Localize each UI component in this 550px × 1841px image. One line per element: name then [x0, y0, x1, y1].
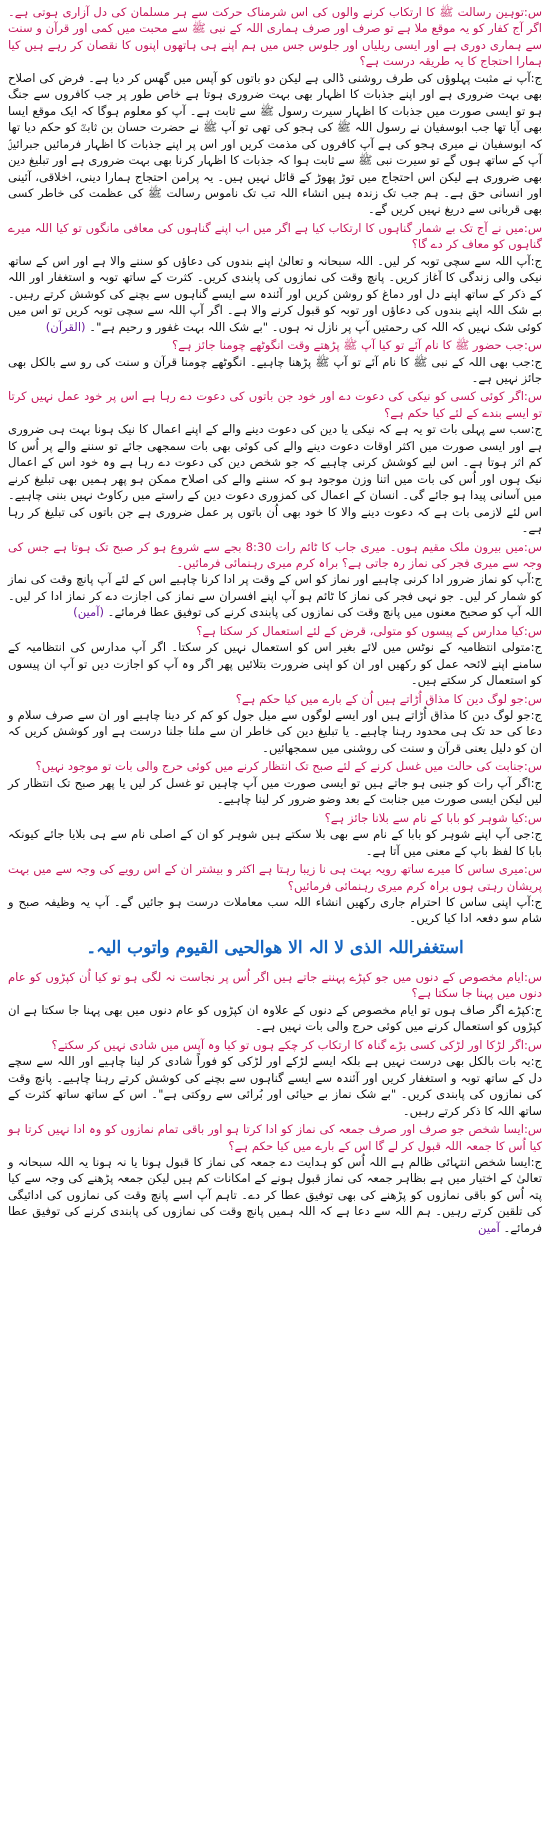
qa-item-4 [8, 388, 542, 536]
question-text: س:کیا مدارس کے پیسوں کو متولی، قرض کے لئے استعمال کر سکتا ہے؟ [196, 623, 542, 638]
answer-text: ج:جی آپ اپنے شوہر کو بابا کے نام سے بھی بلا سکتے ہیں شوہر کو ان کے اصلی نام سے ہی بلایا جائے کیونکہ بابا کا لفظ باپ کے معنی میں آتا ہے۔ [8, 827, 542, 858]
answer-text: ج:آپ اپنی ساس کا احترام جاری رکھیں انشاء اللہ سب معاملات درست ہو جائیں گے۔ آپ یہ وظیفہ صبح و شام سو دفعہ ادا کیا کریں۔ [8, 895, 542, 926]
question-text: س:میری ساس کا میرے ساتھ رویہ بہت ہی نا زیبا رہتا ہے اکثر و بیشتر ان کے اس رویے کی وجہ سے میں بہت پریشان رہتی ہوں براہ کرم میری رہنمائی فرمائیں؟ [8, 862, 542, 893]
question-text: س:جب حضور ﷺ کا نام آئے تو کیا آپ ﷺ پڑھتے وقت انگوٹھے چومنا جائز ہے؟ [171, 338, 542, 353]
istighfar-dua-heading: استغفراللہ الذی لا الہ الا ھوالحیی القیوم واتوب الیہ۔ [86, 937, 464, 958]
answer-text [8, 253, 542, 335]
qa-item-11 [8, 969, 542, 1035]
ameen-reference: آمین [478, 1220, 500, 1235]
answer-text: ج:آپ نے مثبت پہلوؤں کی طرف روشنی ڈالی ہے لیکن دو باتوں کو آپس میں گھس کر دیا ہے۔ فرض کی اصلاح بھی بہت ضروری ہے اور اپنے جذبات کا اظہار بھی بہت ضروری ہوتا ہے خاص طور پر جب کافروں سے جنگ ہو تو ایسی صورت میں جذبات کا اظہار سیرت رسول ﷺ سے ثابت ہے۔ آپ کو معلوم ہوگا کہ ایک موقع ایسا بھی آیا تھا جب ابوسفیان نے رسول اللہ ﷺ کی ہجو کی تھی تو آپ ﷺ نے حضرت حسان بن ثابتؓ کو حکم دیا تھا کہ ابوسفیان نے میری ہجو کی ہے آپ کافروں کی مذمت کریں اور اس پر اپنے جذبات کا اظہار فرمائیں جبرائیلؑ آپ کے ساتھ ہوں گے تو سیرت نبی ﷺ سے ثابت ہوا کہ جذبات کا اظہار کرنا بھی بہت ضروری ہے اور تبلیغ دین بھی ضروری ہے لیکن اس احتجاج میں توڑ پھوڑ کے قائل نہیں ہیں۔ یہ پرامن احتجاج ہمارا دینی، اخلاقی، آئینی اور انسانی حق ہے۔ ہم جب تک زندہ ہیں انشاء اللہ تب تک ناموس رسالت ﷺ کی عظمت کی خاطر کسی بھی قربانی سے دریغ نہیں کریں گے۔ [8, 70, 542, 217]
qa-item-7 [8, 691, 542, 757]
question-text: س:اگر کوئی کسی کو نیکی کی دعوت دے اور خود جن باتوں کی دعوت دے رہا ہے اس پر خود عمل نہیں کرتا تو ایسے بندے کے لئے کیا حکم ہے؟ [8, 389, 542, 420]
qa-item-10 [8, 861, 542, 927]
qa-item-13 [8, 1121, 542, 1236]
qa-item-5 [8, 539, 542, 621]
answer-text: ج:جب بھی اللہ کے نبی ﷺ کا نام آئے تو آپ ﷺ پڑھنا چاہیے۔ انگوٹھے چومنا قرآن و سنت کی رو سے بالکل بھی جائز نہیں ہے۔ [8, 354, 542, 385]
ameen-reference: (آمین) [73, 605, 104, 620]
answer-text: ج:اگر آپ رات کو جنبی ہو جاتے ہیں تو ایسی صورت میں آپ چاہیں تو غسل کر لیں یا پھر صبح تک انتظار کر لیں لیکن ایسی صورت میں جنابت کے بعد وضو ضرور کر لینا چاہیے۔ [8, 775, 542, 807]
answer-text: ج:یہ بات بالکل بھی درست نہیں ہے بلکہ ایسے لڑکے اور لڑکی کو فوراً شادی کر لینا چاہیے اور اللہ سے سچے دل کے ساتھ توبہ و استغفار کریں اور آئندہ سے ایسے گناہوں سے بچنے کی کوشش کرتے رہنا چاہیے۔ پانچ وقت کی نمازوں کی پابندی کریں۔ "بے شک نماز بے حیائی اور بُرائی سے روکتی ہے"۔ اس کے ساتھ ساتھ کثرت کے ساتھ اللہ کا ذکر کرتے رہیں۔ [8, 1054, 542, 1118]
question-text: س:جو لوگ دین کا مذاق اُڑاتے ہیں اُن کے بارے میں کیا حکم ہے؟ [235, 691, 542, 706]
answer-text: ج:کپڑے اگر صاف ہوں تو ایام مخصوص کے دنوں کے علاوہ ان کپڑوں کو عام دنوں میں بھی پہنا جا سکتا ہے ان کپڑوں کو استعمال کرنے میں کوئی حرج والی بات نہیں ہے۔ [8, 1002, 542, 1034]
answer-text: ج:متولی انتظامیہ کے نوٹس میں لائے بغیر اس کو استعمال نہیں کر سکتا۔ اگر آپ مدارس کی انتظامیہ کے سامنے اپنے لائحہ عمل کو رکھیں اور ان کو اپنی ضرورت بتلائیں پھر اگر وہ آپ کو اجازت دیں تو آپ ان پیسوں کو استعمال کر سکتے ہیں۔ [8, 640, 542, 688]
question-text: س:اگر لڑکا اور لڑکی کسی بڑے گناہ کا ارتکاب کر چکے ہوں تو کیا وہ آپس میں شادی نہیں کر سکتے؟ [51, 1037, 542, 1052]
qa-item-9 [8, 810, 542, 859]
qa-item-12 [8, 1037, 542, 1119]
answer-body: ج:آپ کو نماز ضرور ادا کرنی چاہیے اور نماز کو اس کے وقت پر ادا کرنا چاہیے اس کے لئے آپ پانچ وقت کی نماز کو شمار کر لیں۔ جو نہی فجر کی نماز کا ٹائم ہو آپ اپنے افسران سے نماز کی اجازت دے کر نماز ادا کر لیں۔ اللہ آپ کو صحیح معنوں میں پانچ وقت کی نمازوں کی پابندی کرنے کی توفیق عطا فرمائے۔ [8, 572, 542, 620]
answer-text [8, 571, 542, 620]
answer-body: ج:آپ اللہ سے سچی توبہ کر لیں۔ اللہ سبحانہ و تعالیٰ اپنے بندوں کی دعاؤں کو سننے والا ہے اور اس کے ساتھ نیکی والی زندگی کا آغاز کریں۔ پانچ وقت کی نمازوں کی پابندی کریں۔ کثرت کے ساتھ توبہ و استغفار اور اللہ کے ذکر کے ساتھ اپنے دل اور دماغ کو روشن کریں اور آئندہ سے ایسے گناہوں سے بچنے کی کوشش کرتے رہیں۔ بے شک اللہ اپنے بندوں کی دعاؤں اور توبہ کو قبول کرنے والا ہے۔ اگر آپ اللہ سے سچی توبہ کریں تو اس میں کوئی شک نہیں کہ اللہ کی رحمتیں آپ پر نازل نہ ہوں۔ "بے شک اللہ بہت غفور و رحیم ہے"۔ [8, 253, 542, 334]
qa-item-6 [8, 623, 542, 689]
question-text: س:میں نے آج تک بے شمار گناہوں کا ارتکاب کیا ہے اگر میں اب اپنے گناہوں کی معافی مانگوں تو کیا اللہ میرے گناہوں کو معاف کر دے گا؟ [8, 220, 542, 252]
answer-text: ج:سب سے پہلی بات تو یہ ہے کہ نیکی یا دین کی دعوت دینے والے کے اپنے اعمال کا نیک ہونا بہت ہی ضروری ہے اور ایسی صورت میں اکثر اوقات دعوت دینے والے کی کوئی بھی بات سمجھی جائے تو سننے والے پر اُس کا کم اثر ہوتا ہے۔ اس لیے کوشش کرنی چاہیے کہ جو شخص دین کی دعوت دے رہا ہے وہ خود اس کے اعمال نیک ہوں اور اُس کی بات میں اتنا وزن موجود ہو کہ سننے والے کی اصلاح ممکن ہو پھر ہمیں بھی تبلیغ کرنے میں آسانی پیدا ہو جائے گی۔ انسان کے اعمال کی کمزوری دعوت دین کے راستے میں رکاوٹ نہیں بننی چاہیے۔ اس لئے لازمی بات ہے کہ دعوت دینے والا کا خود بھی اُن باتوں پر عمل ضروری ہے جن باتوں کی تبلیغ کر رہا ہے۔ [8, 422, 542, 536]
qa-item-3 [8, 337, 542, 386]
question-text: س:میں بیرون ملک مقیم ہوں۔ میری جاب کا ٹائم رات 8:30 بجے سے شروع ہو کر صبح تک ہوتا ہے جس کی وجہ سے میری فجر کی نماز رہ جاتی ہے؟ براہ کرم میری رہنمائی فرمائیں۔ [8, 539, 542, 570]
question-text: س:کیا شوہر کو بابا کے نام سے بلانا جائز ہے؟ [324, 810, 542, 825]
question-text: س:توہین رسالت ﷺ کا ارتکاب کرنے والوں کی اس شرمناک حرکت سے ہر مسلمان کی دل آزاری ہوتی ہے۔ اگر آج کفار کو یہ موقع ملا ہے تو صرف اور صرف ہماری اللہ کے نبی ﷺ سے محبت میں کمی اور قرآن و سنت سے ہماری دوری ہے اور ایسی ریلیاں اور جلوس جس میں ہم اپنے ہی ہاتھوں اپنوں کا نقصان کر رہے ہیں کیا ہمارا احتجاج کا یہ طریقہ درست ہے؟ [8, 5, 542, 69]
answer-text: ج:جو لوگ دین کا مذاق اُڑاتے ہیں اور ایسے لوگوں سے میل جول کو کم کر دینا چاہیے اور ان سے صرف سلام و دعا کی حد تک ہی محدود رہنا چاہیے۔ یا تبلیغ دین کی خاطر ان سے ملنا جلنا درست ہے اور کوشش کریں کہ ان کو دلیل یعنی قرآن و سنت کی روشنی میں سمجھائیں۔ [8, 708, 542, 755]
question-text: س:ایسا شخص جو صرف اور صرف جمعہ کی نماز کو ادا کرتا ہو اور باقی تمام نمازوں کو وہ ادا نہیں کرتا ہو کیا اُس کا جمعہ اللہ قبول کر لے گا اس کے بارے میں کیا حکم ہے؟ [8, 1122, 542, 1153]
quran-reference: (القرآن) [45, 319, 86, 334]
qa-item-1 [8, 4, 542, 218]
answer-text [8, 1154, 542, 1236]
answer-body: ج:ایسا شخص انتہائی ظالم ہے اللہ اُس کو ہدایت دے جمعہ کی نماز کا قبول ہونا یا نہ ہونا یہ اللہ سبحانہ و تعالیٰ کے اختیار میں ہے بظاہر جمعہ کی نماز قبول ہونے کے امکانات کم ہیں لیکن جمعہ پڑھنے کی وجہ سے کیا پتہ اُس کو باقی نمازوں کو پڑھنے کی بھی توفیق عطا کر دے۔ تاہم آپ اسے پانچ وقت کی نمازوں کی ادائیگی کی تلقین کرتے رہیں۔ ہم اللہ سے دعا ہے کہ اللہ ہمیں پانچ وقت کی نمازوں کی پابندی کرنے کی توفیق عطا فرمائے۔ [8, 1155, 542, 1235]
qa-item-8 [8, 758, 542, 807]
question-text: س:جنابت کی حالت میں غسل کرنے کے لئے صبح تک انتظار کرنے میں کوئی حرج والی بات تو موجود نہیں؟ [35, 759, 542, 774]
qa-item-2 [8, 220, 542, 335]
question-text: س:ایام مخصوص کے دنوں میں جو کپڑے پہننے جاتے ہیں اگر اُس پر نجاست نہ لگی ہو تو کیا اُن کپڑوں کو عام دنوں میں پہنا جا سکتا ہے؟ [8, 970, 542, 1001]
